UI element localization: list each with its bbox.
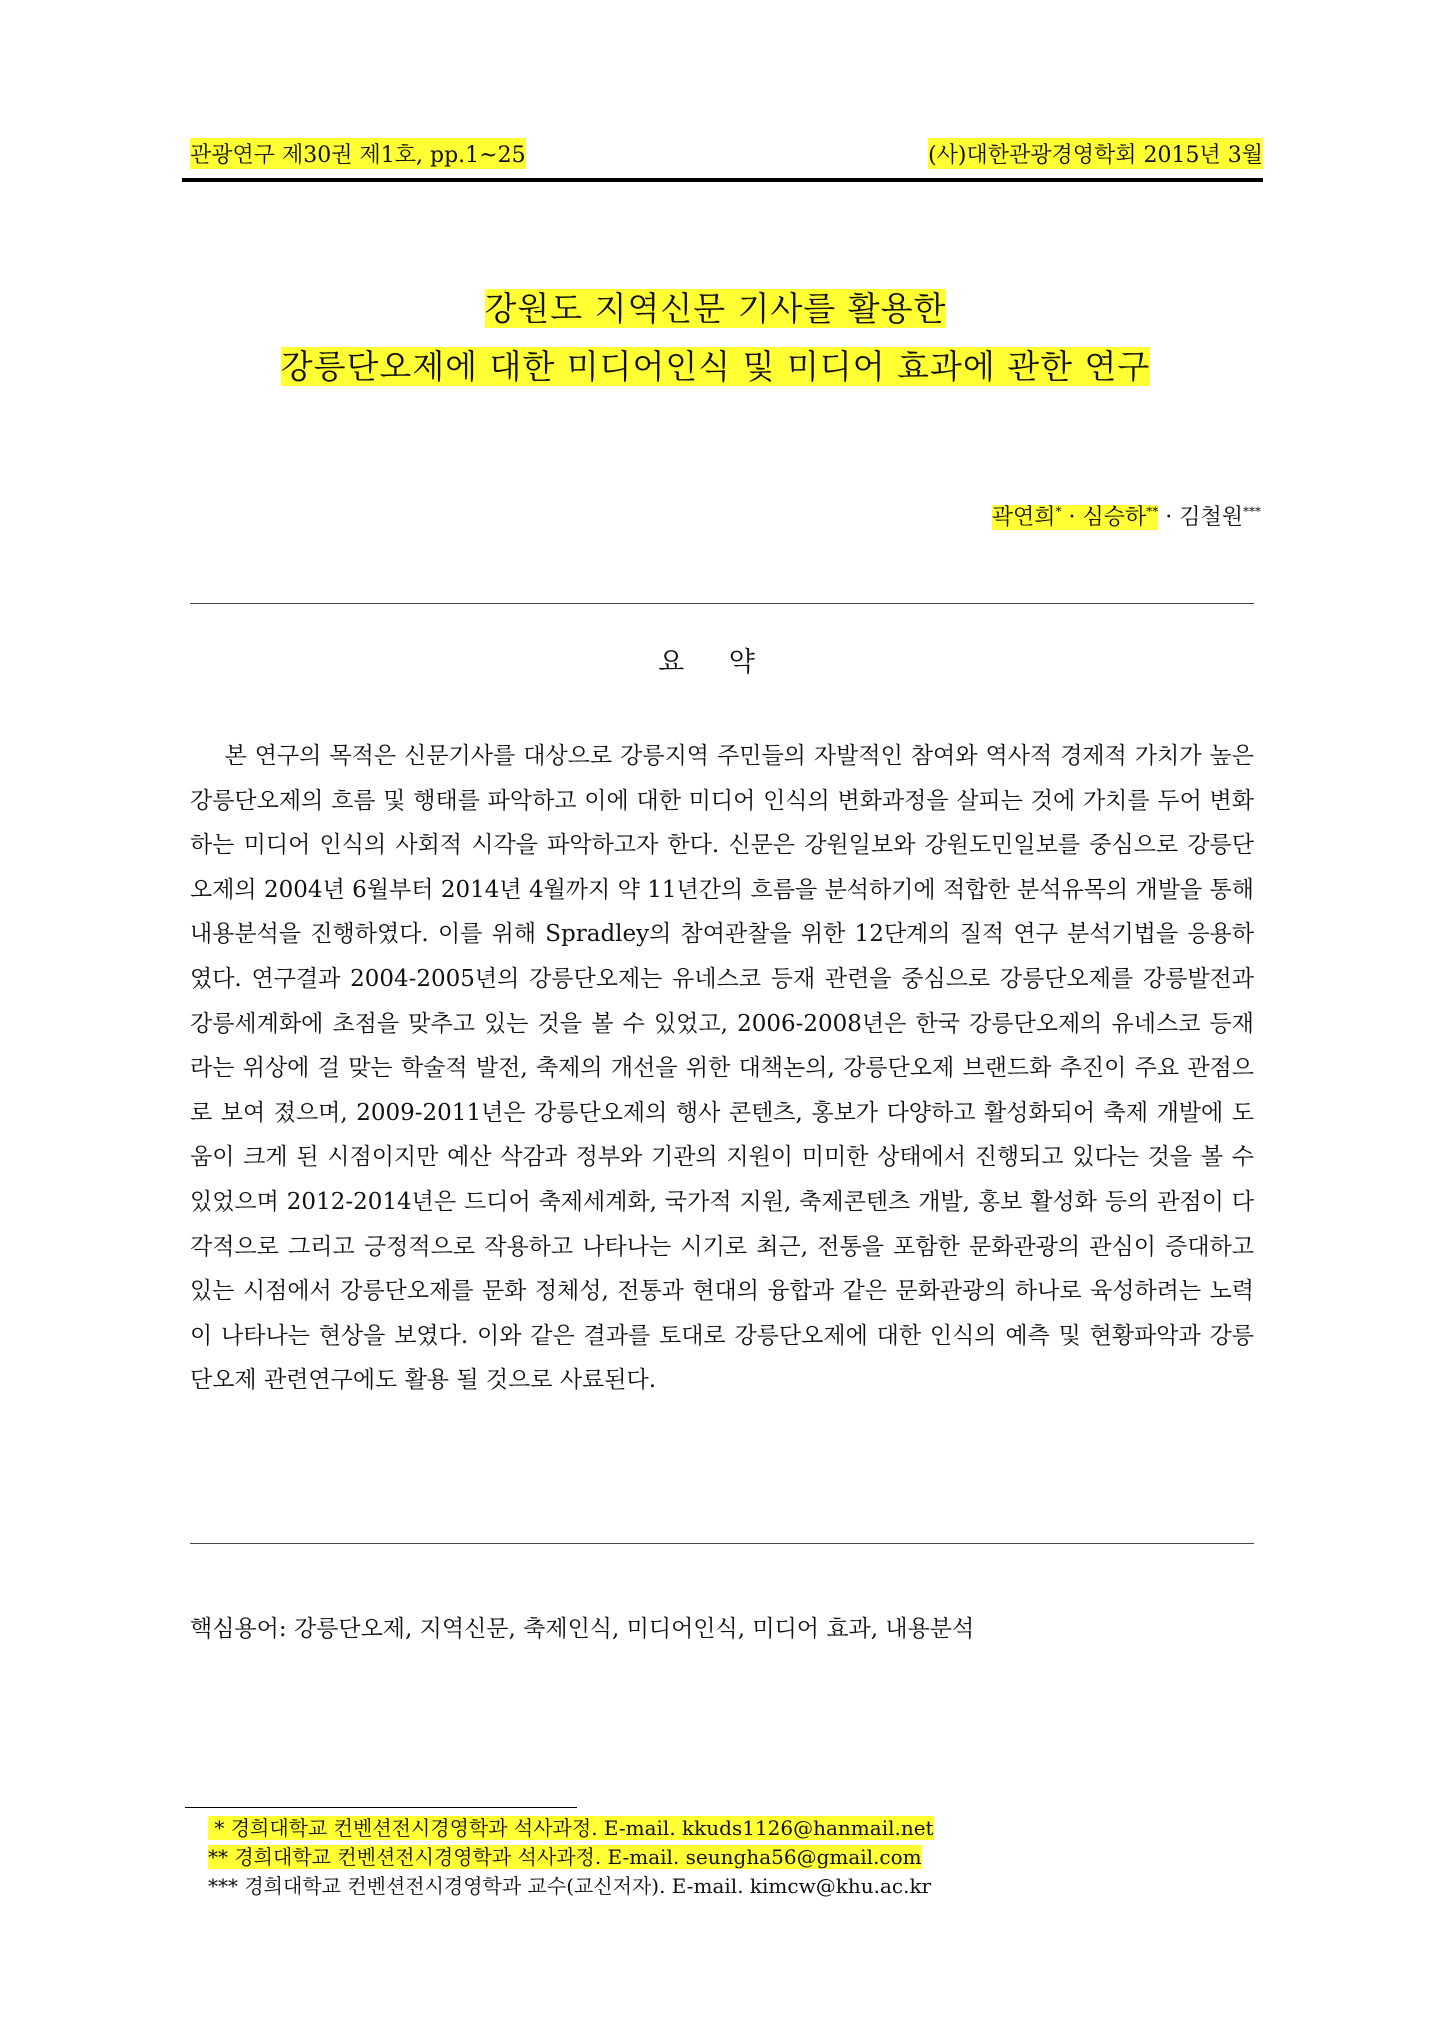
author-separator: · <box>1165 505 1173 530</box>
author-separator: · <box>1068 505 1076 530</box>
author-3-mark: *** <box>1243 504 1261 519</box>
author-2-mark: ** <box>1146 504 1159 519</box>
keywords-label: 핵심용어: <box>190 1616 287 1642</box>
running-head <box>190 136 1263 176</box>
keywords <box>190 1610 974 1643</box>
footnote <box>208 1814 934 1843</box>
keywords-terms: 강릉단오제, 지역신문, 축제인식, 미디어인식, 미디어 효과, 내용분석 <box>293 1616 975 1642</box>
paper-title <box>150 280 1281 396</box>
title-line-2: 강릉단오제에 대한 미디어인식 및 미디어 효과에 관한 연구 <box>280 347 1151 386</box>
abstract-heading: 요 약 <box>658 647 773 678</box>
author-1: 곽연희 <box>991 505 1056 530</box>
abstract-bottom-rule <box>190 1543 1254 1544</box>
footnote-text: 경희대학교 컨벤션전시경영학과 석사과정. E-mail. kkuds1126@hanmail.net <box>230 1816 934 1840</box>
footnote-text: 경희대학교 컨벤션전시경영학과 교수(교신저자). E-mail. kimcw@khu.ac.kr <box>244 1874 932 1898</box>
footnote <box>208 1872 934 1901</box>
abstract-top-rule <box>190 603 1254 604</box>
author-list <box>992 500 1261 531</box>
footnote-mark: *** <box>208 1874 238 1898</box>
header-rule <box>182 178 1263 182</box>
journal-citation: 관광연구 제30권 제1호, pp.1~25 <box>190 138 526 169</box>
footnote-text: 경희대학교 컨벤션전시경영학과 석사과정. E-mail. seungha56@gmail.com <box>234 1845 922 1869</box>
footnote-mark: ** <box>208 1845 228 1869</box>
footnote-mark: * <box>214 1816 225 1840</box>
footnote <box>208 1843 934 1872</box>
footnotes <box>208 1814 934 1901</box>
abstract-body: 본 연구의 목적은 신문기사를 대상으로 강릉지역 주민들의 자발적인 참여와 역사적 경제적 가치가 높은 강릉단오제의 흐름 및 행태를 파악하고 이에 대한 미디어 인식의 변화과정을 살피는 것에 가치를 두어 변화하는 미디어 인식의 사회적 시각을 파악하고자 한다. 신문은 강원일보와 강원도민일보를 중심으로 강릉단오제의 2004년 6월부터 2014년 4월까지 약 11년간의 흐름을 분석하기에 적합한 분석유목의 개발을 통해 내용분석을 진행하였다. 이를 위해 Spradley의 참여관찰을 위한 12단계의 질적 연구 분석기법을 응용하였다. 연구결과 2004-2005년의 강릉단오제는 유네스코 등재 관련을 중심으로 강릉단오제를 강릉발전과 강릉세계화에 초점을 맞추고 있는 것을 볼 수 있었고, 2006-2008년은 한국 강릉단오제의 유네스코 등재라는 위상에 걸 맞는 학술적 발전, 축제의 개선을 위한 대책논의, 강릉단오제 브랜드화 추진이 주요 관점으로 보여 졌으며, 2009-2011년은 강릉단오제의 행사 콘텐츠, 홍보가 다양하고 활성화되어 축제 개발에 도움이 크게 된 시점이지만 예산 삭감과 정부와 기관의 지원이 미미한 상태에서 진행되고 있다는 것을 볼 수 있었으며 2012-2014년은 드디어 축제세계화, 국가적 지원, 축제콘텐츠 개발, 홍보 활성화 등의 관점이 다각적으로 그리고 긍정적으로 작용하고 나타나는 시기로 최근, 전통을 포함한 문화관광의 관심이 증대하고 있는 시점에서 강릉단오제를 문화 정체성, 전통과 현대의 융합과 같은 문화관광의 하나로 육성하려는 노력이 나타나는 현상을 보였다. 이와 같은 결과를 토대로 강릉단오제에 대한 인식의 예측 및 현황파악과 강릉단오제 관련연구에도 활용 될 것으로 사료된다. <box>190 743 1254 1394</box>
title-line-1: 강원도 지역신문 기사를 활용한 <box>484 289 947 328</box>
author-1-mark: * <box>1055 504 1062 519</box>
publisher-date: (사)대한관광경영학회 2015년 3월 <box>928 138 1263 169</box>
author-2: 심승하 <box>1082 505 1147 530</box>
author-3: 김철원 <box>1179 505 1243 530</box>
footnote-rule <box>185 1807 577 1808</box>
